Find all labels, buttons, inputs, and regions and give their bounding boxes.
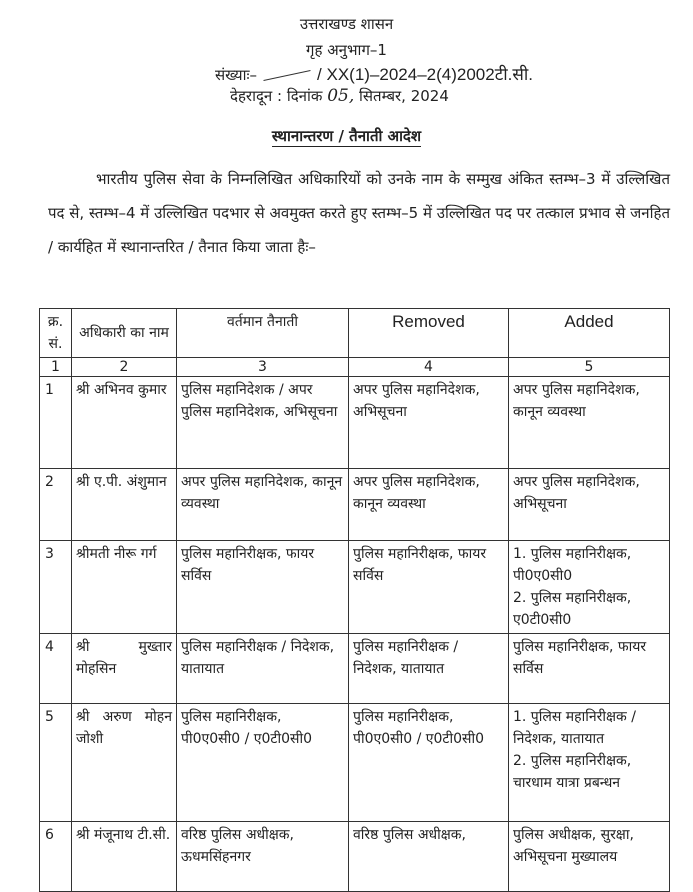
department-heading: गृह अनुभाग–1 <box>306 41 387 59</box>
table-header-row <box>40 309 670 358</box>
cell-sn: 2 <box>40 469 72 541</box>
cell-removed: अपर पुलिस महानिदेशक, कानून व्यवस्था <box>349 469 509 541</box>
header-removed: Removed <box>349 309 509 358</box>
transfer-table <box>39 308 670 892</box>
cell-current: पुलिस महानिरीक्षक, पी0ए0सी0 / ए0टी0सी0 <box>177 704 349 822</box>
header-name: अधिकारी का नाम <box>72 309 177 358</box>
cell-sn: 1 <box>40 377 72 469</box>
col-number: 2 <box>72 358 177 377</box>
cell-name: श्री मुख्तार मोहसिन <box>72 634 177 704</box>
cell-added: अपर पुलिस महानिदेशक, कानून व्यवस्था <box>509 377 670 469</box>
added-item: 1. पुलिस महानिरीक्षक, पी0ए0सी0 <box>513 546 632 584</box>
date-prefix: देहरादून : दिनांक <box>230 87 323 105</box>
cell-added: पुलिस अधीक्षक, सुरक्षा, अभिसूचना मुख्यालय <box>509 822 670 892</box>
cell-added <box>509 704 670 822</box>
order-number <box>215 62 533 85</box>
table-row <box>40 377 670 469</box>
number-value: / XX(1)–2024–2(4)2002टी.सी. <box>317 65 534 84</box>
date-day: 05, <box>327 86 355 106</box>
cell-current: पुलिस महानिदेशक / अपर पुलिस महानिदेशक, अभिसूचना <box>177 377 349 469</box>
cell-current: पुलिस महानिरीक्षक, फायर सर्विस <box>177 541 349 634</box>
table-row <box>40 469 670 541</box>
cell-removed: वरिष्ठ पुलिस अधीक्षक, <box>349 822 509 892</box>
cell-name: श्री ए.पी. अंशुमान <box>72 469 177 541</box>
cell-added <box>509 541 670 634</box>
order-title: स्थानान्तरण / तैनाती आदेश <box>271 127 422 145</box>
cell-sn: 6 <box>40 822 72 892</box>
govt-heading: उत्तराखण्ड शासन <box>299 15 394 33</box>
added-item: 2. पुलिस महानिरीक्षक, चारधाम यात्रा प्रबन्धन <box>513 753 632 791</box>
header-added: Added <box>509 309 670 358</box>
cell-name: श्री अभिनव कुमार <box>72 377 177 469</box>
header-current: वर्तमान तैनाती <box>177 309 349 358</box>
cell-removed: पुलिस महानिरीक्षक, फायर सर्विस <box>349 541 509 634</box>
cell-current: वरिष्ठ पुलिस अधीक्षक, ऊधमसिंहनगर <box>177 822 349 892</box>
cell-sn: 4 <box>40 634 72 704</box>
number-label: संख्याः– <box>215 66 258 84</box>
col-number: 4 <box>349 358 509 377</box>
order-paragraph: भारतीय पुलिस सेवा के निम्नलिखित अधिकारियों को उनके नाम के सम्मुख अंकित स्तम्भ–3 में उल्लिखित पद से, स्तम्भ–4 में उल्लिखित पदभार से अवमुक्त करते हुए स्तम्भ–5 में उल्लिखित पद पर तत्काल प्रभाव से जनहित / कार्यहित में स्थानान्तरित / तैनात किया जाता हैः– <box>48 170 670 256</box>
cell-sn: 3 <box>40 541 72 634</box>
cell-name: श्री अरुण मोहन जोशी <box>72 704 177 822</box>
cell-removed: पुलिस महानिरीक्षक, पी0ए0सी0 / ए0टी0सी0 <box>349 704 509 822</box>
table-row <box>40 541 670 634</box>
col-number: 1 <box>40 358 72 377</box>
order-date <box>230 86 449 106</box>
table-row <box>40 634 670 704</box>
table-row <box>40 704 670 822</box>
cell-added: अपर पुलिस महानिदेशक, अभिसूचना <box>509 469 670 541</box>
added-item: 2. पुलिस महानिरीक्षक, ए0टी0सी0 <box>513 590 632 628</box>
date-rest: सितम्बर, 2024 <box>359 87 449 105</box>
cell-current: अपर पुलिस महानिदेशक, कानून व्यवस्था <box>177 469 349 541</box>
header-sn: क्र. सं. <box>40 309 72 358</box>
cell-current: पुलिस महानिरीक्षक / निदेशक, यातायात <box>177 634 349 704</box>
cell-name: श्री मंजूनाथ टी.सी. <box>72 822 177 892</box>
table-row <box>40 822 670 892</box>
added-item: 1. पुलिस महानिरीक्षक / निदेशक, यातायात <box>513 709 636 747</box>
cell-added: पुलिस महानिरीक्षक, फायर सर्विस <box>509 634 670 704</box>
cell-removed: अपर पुलिस महानिदेशक, अभिसूचना <box>349 377 509 469</box>
handwritten-dash <box>263 70 310 81</box>
col-number: 3 <box>177 358 349 377</box>
column-number-row <box>40 358 670 377</box>
cell-removed: पुलिस महानिरीक्षक / निदेशक, यातायात <box>349 634 509 704</box>
cell-sn: 5 <box>40 704 72 822</box>
col-number: 5 <box>509 358 670 377</box>
cell-name: श्रीमती नीरू गर्ग <box>72 541 177 634</box>
